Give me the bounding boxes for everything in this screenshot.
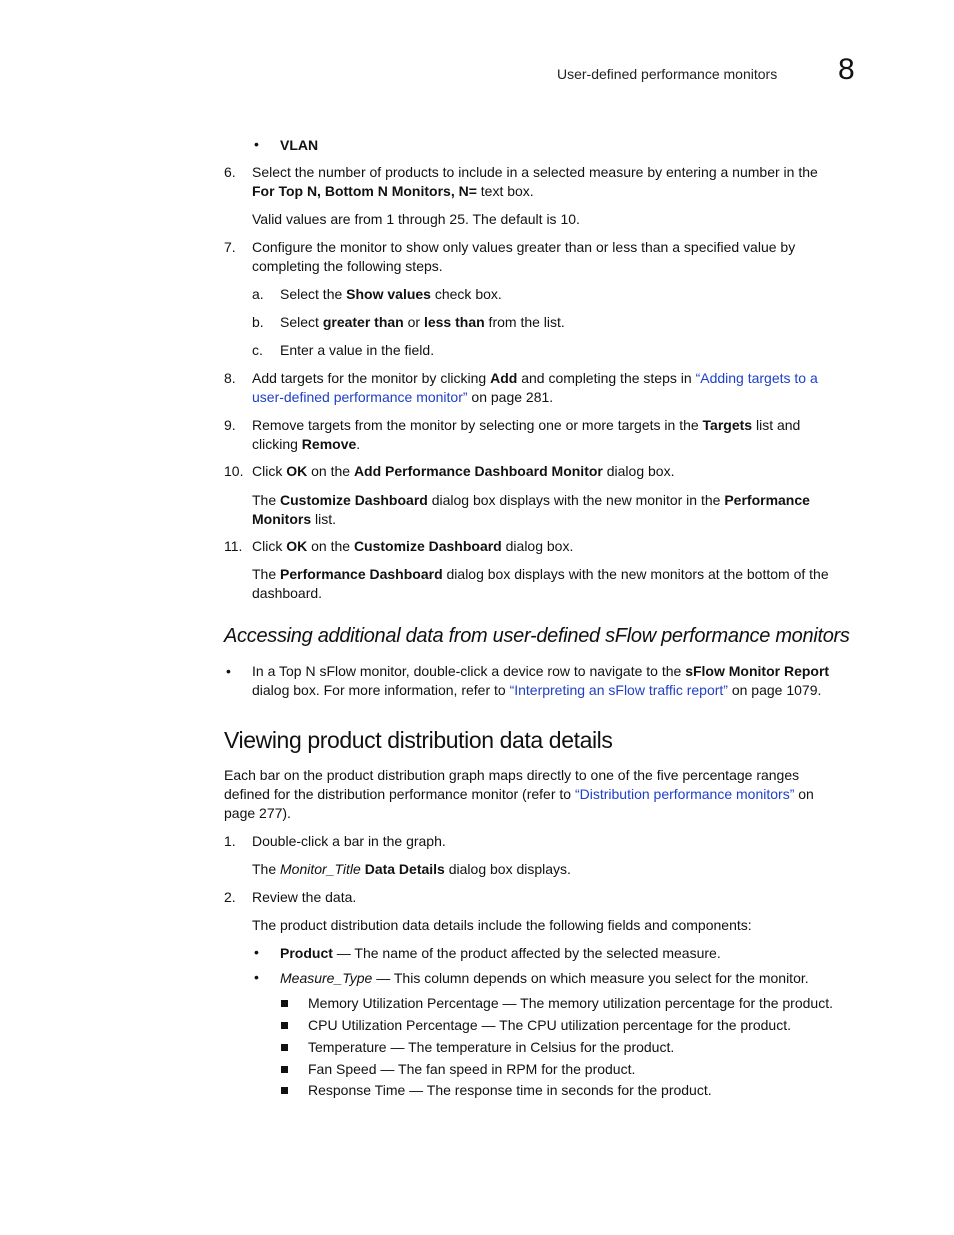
step-note: The Customize Dashboard dialog box displays with the new monitor in the Performance <box>252 492 810 508</box>
step-text: Remove targets from the monitor by selecting one or more targets in the Targets list and <box>252 417 801 433</box>
step-note: The Monitor_Title Data Details dialog box displays. <box>252 861 571 877</box>
step-text: Review the data. <box>252 889 357 905</box>
step-number: 1. <box>224 833 236 849</box>
step-text: Select the number of products to include in a selected measure by entering a number in the <box>252 164 818 180</box>
step-note: Monitors list. <box>252 511 336 527</box>
step-number: 8. <box>224 370 236 386</box>
link-adding-targets[interactable]: “Adding targets to a <box>695 370 818 386</box>
paragraph: Each bar on the product distribution graph maps directly to one of the five percentage ranges <box>224 767 800 783</box>
substep-text: Enter a value in the field. <box>280 342 435 358</box>
section-heading-distribution: Viewing product distribution data details <box>224 727 613 753</box>
square-bullet-icon <box>281 1087 288 1094</box>
step-text: Add targets for the monitor by clicking Add and completing the steps in “Adding targets to a <box>252 370 818 386</box>
list-item: Product — The name of the product affected by the selected measure. <box>280 945 721 961</box>
step-number: 10. <box>224 463 244 479</box>
step-note: Valid values are from 1 through 25. The default is 10. <box>252 211 580 227</box>
link-adding-targets-cont[interactable]: user-defined performance monitor” <box>252 389 468 405</box>
paragraph: defined for the distribution performance monitor (refer to “Distribution performance monitors” on <box>224 786 814 802</box>
bullet-icon: • <box>254 944 259 960</box>
list-item: Measure_Type — This column depends on which measure you select for the monitor. <box>280 970 809 986</box>
step-number: 7. <box>224 239 236 255</box>
square-bullet-icon <box>281 1044 288 1051</box>
substep-letter: a. <box>252 286 264 302</box>
list-item: dialog box. For more information, refer to “Interpreting an sFlow traffic report” on page 1079. <box>252 682 822 698</box>
substep-letter: b. <box>252 314 264 330</box>
link-interpreting-sflow[interactable]: “Interpreting an sFlow traffic report” <box>509 682 728 698</box>
list-item: VLAN <box>280 137 319 153</box>
square-bullet-icon <box>281 1066 288 1073</box>
running-header-title: User-defined performance monitors <box>557 66 778 82</box>
substep-text: Select greater than or less than from the list. <box>280 314 565 330</box>
list-item: Memory Utilization Percentage — The memory utilization percentage for the product. <box>308 995 833 1011</box>
substep-text: Select the Show values check box. <box>280 286 502 302</box>
step-number: 2. <box>224 889 236 905</box>
substep-letter: c. <box>252 342 263 358</box>
step-text: Double-click a bar in the graph. <box>252 833 446 849</box>
step-number: 6. <box>224 164 236 180</box>
step-text: user-defined performance monitor” on page 281. <box>252 389 554 405</box>
step-note: dashboard. <box>252 585 323 601</box>
step-note: The Performance Dashboard dialog box displays with the new monitors at the bottom of the <box>252 566 829 582</box>
bullet-icon: • <box>254 136 259 152</box>
list-item: In a Top N sFlow monitor, double-click a device row to navigate to the sFlow Monitor Report <box>252 663 830 679</box>
step-number: 11. <box>224 538 243 554</box>
bullet-icon: • <box>226 663 231 679</box>
step-text: completing the following steps. <box>252 258 443 274</box>
square-bullet-icon <box>281 1000 288 1007</box>
bullet-icon: • <box>254 969 259 985</box>
step-text: Click OK on the Customize Dashboard dialog box. <box>252 538 574 554</box>
section-heading-sflow: Accessing additional data from user-defined sFlow performance monitors <box>224 625 850 647</box>
step-number: 9. <box>224 417 236 433</box>
chapter-number: 8 <box>838 53 855 86</box>
list-item: Response Time — The response time in seconds for the product. <box>308 1082 712 1098</box>
step-note: The product distribution data details include the following fields and components: <box>252 917 752 933</box>
paragraph: page 277). <box>224 805 291 821</box>
list-item: Temperature — The temperature in Celsius for the product. <box>308 1039 675 1055</box>
list-item: CPU Utilization Percentage — The CPU utilization percentage for the product. <box>308 1017 791 1033</box>
step-text: For Top N, Bottom N Monitors, N= text box. <box>252 183 534 199</box>
list-item: Fan Speed — The fan speed in RPM for the product. <box>308 1061 636 1077</box>
step-text: Click OK on the Add Performance Dashboard Monitor dialog box. <box>252 463 675 479</box>
square-bullet-icon <box>281 1022 288 1029</box>
step-text: clicking Remove. <box>252 436 361 452</box>
step-text: Configure the monitor to show only values greater than or less than a specified value by <box>252 239 796 255</box>
link-distribution-monitors[interactable]: “Distribution performance monitors” <box>574 786 795 802</box>
